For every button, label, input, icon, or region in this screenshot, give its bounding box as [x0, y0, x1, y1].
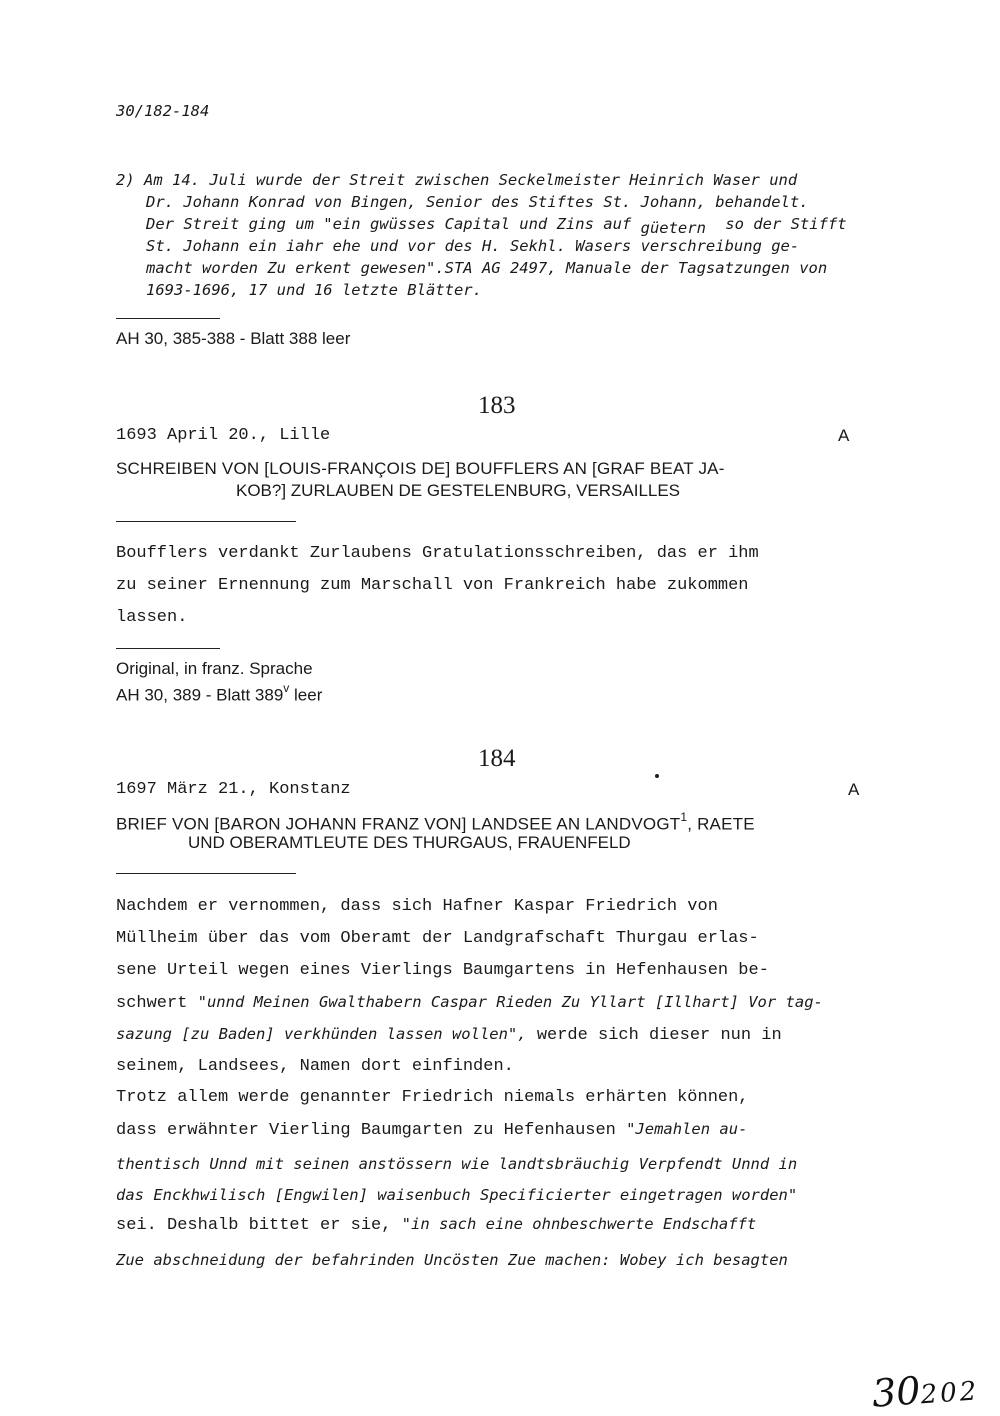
archive-reference — [116, 683, 322, 706]
document-title-text: BRIEF VON [BARON JOHANN FRANZ VON] LANDSEE AN LANDVOGT — [116, 814, 681, 834]
summary-line: Boufflers verdankt Zurlaubens Gratulationsschreiben, das er ihm — [116, 544, 759, 563]
page-reference: 30/182-184 — [116, 102, 210, 120]
body-text: sei. Deshalb bittet er sie, — [116, 1216, 392, 1235]
body-line: Nachdem er vernommen, dass sich Hafner Kaspar Friedrich von — [116, 897, 718, 916]
body-text: schwert — [116, 994, 188, 1013]
summary-line: lassen. — [116, 608, 188, 627]
document-number: 184 — [478, 745, 516, 772]
document-title-text: , RAETE — [687, 814, 755, 834]
footnote-line: St. Johann ein iahr ehe und vor des H. Sekhl. Wasers verschreibung ge- — [146, 237, 800, 255]
footnote-line: macht worden Zu erkent gewesen".STA AG 2497, Manuale der Tagsatzungen von — [146, 259, 828, 277]
quoted-line: thentisch Unnd mit seinen anstössern wie landtsbräuchig Verpfendt Unnd in — [116, 1155, 798, 1173]
document-title: KOB?] ZURLAUBEN DE GESTELENBURG, VERSAILLES — [236, 481, 681, 500]
body-line: sene Urteil wegen eines Vierlings Baumgartens in Hefenhausen be- — [116, 961, 769, 980]
footnote-subscript: güetern — [640, 219, 706, 237]
archive-reference: AH 30, 385-388 - Blatt 388 leer — [116, 329, 351, 348]
footnote-line — [146, 213, 847, 235]
separator-rule — [116, 873, 296, 874]
verso-superscript: v — [283, 681, 290, 695]
quoted-text: sazung [zu Baden] verkhünden lassen wollen", — [116, 1025, 527, 1043]
body-line — [116, 1120, 747, 1140]
document-number: 183 — [478, 392, 516, 419]
body-line — [116, 1025, 782, 1045]
separator-rule — [116, 648, 220, 649]
document-mark: A — [838, 426, 850, 445]
body-line: Müllheim über das vom Oberamt der Landgrafschaft Thurgau erlas- — [116, 929, 759, 948]
separator-rule — [116, 318, 220, 319]
document-title: UND OBERAMTLEUTE DES THURGAUS, FRAUENFELD — [188, 833, 631, 852]
source-note: Original, in franz. Sprache — [116, 659, 313, 678]
document-title: SCHREIBEN VON [LOUIS-FRANÇOIS DE] BOUFFLERS AN [GRAF BEAT JA- — [116, 459, 725, 478]
summary-line: zu seiner Ernennung zum Marschall von Frankreich habe zukommen — [116, 576, 749, 595]
document-mark: A — [848, 780, 860, 799]
quoted-line: das Enckhwilisch [Engwilen] waisenbuch Specificierter eingetragen worden" — [116, 1186, 798, 1204]
quoted-text: "Jemahlen au- — [626, 1120, 748, 1138]
body-text: werde sich dieser nun in — [536, 1026, 782, 1045]
handwritten-page-stamp — [871, 1364, 981, 1415]
footnote-text: Der Streit ging um "ein gwüsses Capital und Zins auf — [146, 215, 632, 233]
quoted-text: "in sach eine ohnbeschwerte Endschafft — [401, 1215, 757, 1233]
body-line: seinem, Landsees, Namen dort einfinden. — [116, 1057, 514, 1076]
footnote-line: 2) Am 14. Juli wurde der Streit zwischen Seckelmeister Heinrich Waser und — [116, 171, 798, 189]
document-date: 1693 April 20., Lille — [116, 426, 331, 445]
quoted-text: "unnd Meinen Gwalthabern Caspar Rieden Zu Yllart [Illhart] Vor tag- — [197, 993, 823, 1011]
body-text: dass erwähnter Vierling Baumgarten zu Hefenhausen — [116, 1121, 616, 1140]
footnote-line: Dr. Johann Konrad von Bingen, Senior des Stiftes St. Johann, behandelt. — [146, 193, 809, 211]
footnote-line: 1693-1696, 17 und 16 letzte Blätter. — [146, 281, 482, 299]
separator-rule — [116, 521, 296, 522]
stamp-volume: 30 — [870, 1368, 922, 1416]
document-date: 1697 März 21., Konstanz — [116, 780, 351, 799]
stamp-page: 202 — [919, 1376, 981, 1411]
quoted-line: Zue abschneidung der befahrinden Uncösten Zue machen: Wobey ich besagten — [116, 1251, 788, 1269]
footnote-superscript: 1 — [680, 810, 688, 824]
archive-reference-text: AH 30, 389 - Blatt 389 — [116, 685, 284, 705]
speck-mark — [655, 774, 659, 778]
body-line — [116, 1215, 756, 1235]
body-line: Trotz allem werde genannter Friedrich niemals erhärten können, — [116, 1088, 749, 1107]
footnote-text: so der Stifft — [725, 215, 847, 233]
body-line — [116, 993, 823, 1013]
archive-reference-text: leer — [294, 685, 323, 705]
document-title — [116, 812, 755, 835]
